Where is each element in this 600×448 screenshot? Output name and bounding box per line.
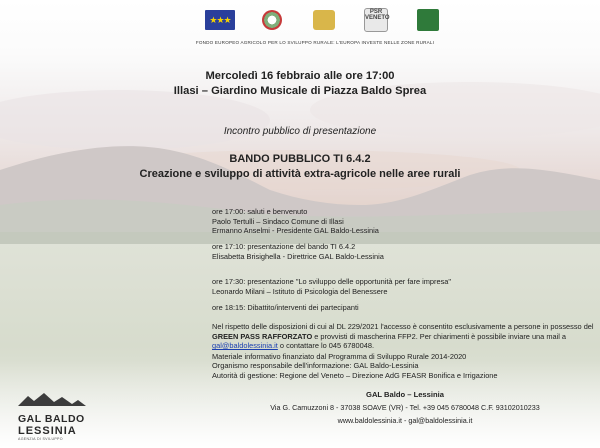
leader-icon — [413, 10, 443, 30]
program-speaker: Ermanno Anselmi - Presidente GAL Baldo-Lessinia — [212, 226, 379, 236]
green-pass-notice — [212, 322, 596, 351]
logo-subtitle: AGENZIA DI SVILUPPO — [18, 437, 63, 441]
info-line: Autorità di gestione: Regione del Veneto – Direzione AdG FEASR Bonifica e Irrigazione — [212, 370, 498, 380]
program-item — [212, 207, 379, 236]
footer-contacts — [225, 389, 585, 427]
program-item — [212, 277, 451, 296]
mountain-logo-icon — [18, 392, 86, 406]
gal-baldo-lessinia-logo — [18, 392, 86, 444]
funding-info — [212, 352, 596, 380]
email-link[interactable]: gal@baldolessinia.it — [212, 341, 278, 351]
footer-title: GAL Baldo – Lessinia — [366, 390, 444, 399]
notice-text: o contattare lo 045 6780048. — [277, 341, 375, 351]
program-item — [212, 303, 359, 313]
bando-subtitle: Creazione e sviluppo di attività extra-agricole nelle aree rurali — [139, 168, 461, 180]
footer-address: Via G. Camuzzoni 8 - 37038 SOAVE (VR) - Tel. +39 045 6780048 C.F. 93102010233 — [270, 402, 540, 412]
logo-word-lessinia: LESSINIA — [18, 425, 77, 437]
program-speaker: Paolo Tertulli – Sindaco Comune di Illasi — [212, 216, 344, 226]
program-speaker: Elisabetta Brisighella - Direttrice GAL Baldo-Lessinia — [212, 251, 384, 261]
event-date: Mercoledì 16 febbraio alle ore 17:00 — [205, 70, 395, 82]
notice-text: Nel rispetto delle disposizioni di cui al DL 229/2021 l'accesso è consentito esclusivamente a persone in possesso del — [212, 322, 594, 331]
footer-web: www.baldolessinia.it - gal@baldolessinia.it — [337, 415, 473, 425]
event-venue: Illasi – Giardino Musicale di Piazza Baldo Sprea — [173, 85, 427, 97]
logo-word-gal: GAL BALDO — [18, 413, 85, 425]
notice-green-pass: GREEN PASS RAFFORZATO — [212, 331, 313, 341]
program-speaker: Leonardo Milani – Istituto di Psicologia del Benessere — [212, 286, 388, 296]
header-logos — [205, 10, 443, 30]
bando-title: BANDO PUBBLICO TI 6.4.2 — [229, 153, 371, 165]
program-time: ore 17:10: presentazione del bando TI 6.4.2 — [212, 242, 356, 251]
psr-veneto-icon: PSR VENETO — [361, 10, 391, 30]
eu-flag-icon: ★★★ — [205, 10, 235, 30]
program-time: ore 18:15: Dibattito/interventi dei partecipanti — [212, 303, 359, 312]
program-time: ore 17:00: saluti e benvenuto — [212, 207, 308, 216]
notice-text: e provvisti di mascherina FFP2. Per chiarimenti è possibile inviare una mail a — [312, 331, 567, 341]
program-time: ore 17:30: presentazione "Lo sviluppo delle opportunità per fare impresa" — [212, 277, 452, 286]
info-line: Materiale informativo finanziato dal Programma di Sviluppo Rurale 2014-2020 — [212, 352, 467, 361]
event-type: Incontro pubblico di presentazione — [223, 126, 377, 137]
funding-caption: FONDO EUROPEO AGRICOLO PER LO SVILUPPO RURALE: L'EUROPA INVESTE NELLE ZONE RURALI — [195, 40, 435, 45]
italian-republic-emblem-icon — [257, 10, 287, 30]
program-item — [212, 242, 384, 261]
info-line: Organismo responsabile dell'informazione: GAL Baldo-Lessinia — [212, 361, 419, 371]
regione-veneto-icon — [309, 10, 339, 30]
